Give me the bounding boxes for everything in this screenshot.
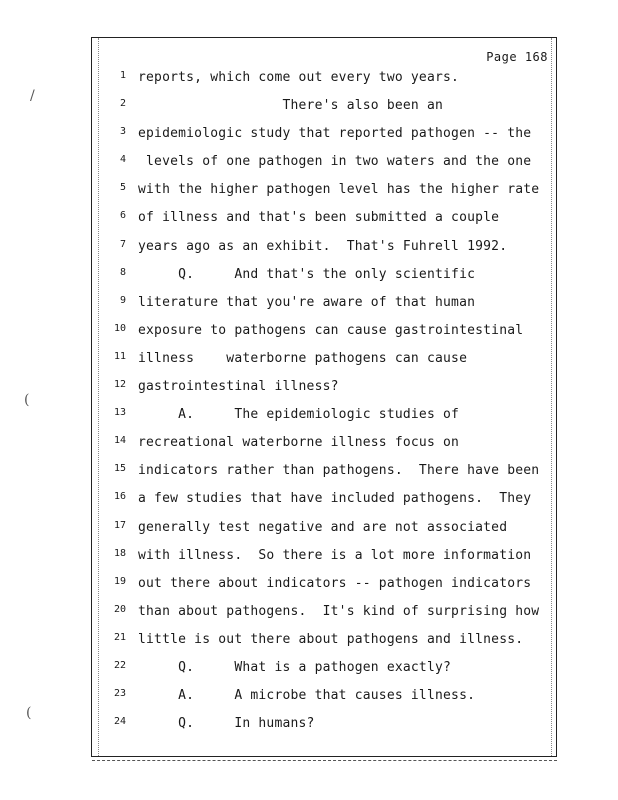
line-number: 17 [113, 519, 126, 531]
line-number: 15 [113, 463, 126, 475]
line-number: 5 [119, 182, 126, 194]
transcript-line: There's also been an [138, 98, 444, 114]
line-number-column [104, 69, 126, 743]
page-number: Page 168 [486, 50, 548, 64]
line-number: 21 [113, 631, 126, 643]
transcript-page [91, 37, 557, 757]
transcript-line: exposure to pathogens can cause gastrointestinal [138, 322, 524, 338]
line-number: 18 [113, 547, 126, 559]
transcript-line: A. A microbe that causes illness. [138, 688, 476, 704]
margin-paren-mark: ( [24, 392, 30, 408]
transcript-line: little is out there about pathogens and illness. [138, 631, 524, 647]
transcript-line: epidemiologic study that reported pathogen -- the [138, 126, 532, 142]
transcript-line: years ago as an exhibit. That's Fuhrell 1992. [138, 238, 508, 254]
transcript-line: Q. What is a pathogen exactly? [138, 659, 452, 675]
line-number: 10 [113, 322, 126, 334]
transcript-line: levels of one pathogen in two waters and the one [138, 154, 532, 170]
transcript-line: of illness and that's been submitted a couple [138, 210, 500, 226]
transcript-line: illness waterborne pathogens can cause [138, 350, 468, 366]
line-number: 11 [113, 350, 126, 362]
line-number: 13 [113, 407, 126, 419]
line-number: 9 [119, 294, 126, 306]
transcript-line: reports, which come out every two years. [138, 70, 460, 85]
bottom-footer-strip [92, 760, 557, 767]
line-number: 4 [119, 154, 126, 166]
line-number: 24 [113, 716, 126, 728]
transcript-line: with illness. So there is a lot more information [138, 547, 532, 563]
line-number: 2 [119, 98, 126, 110]
line-number: 20 [113, 603, 126, 615]
line-number: 8 [119, 266, 126, 278]
transcript-line: gastrointestinal illness? [138, 379, 339, 395]
line-number: 3 [119, 126, 126, 138]
transcript-line: than about pathogens. It's kind of surprising how [138, 603, 540, 619]
transcript-text [138, 70, 552, 744]
line-number: 16 [113, 491, 126, 503]
transcript-line: literature that you're aware of that human [138, 294, 476, 310]
line-number: 1 [119, 70, 126, 81]
line-number: 22 [113, 659, 126, 671]
line-number: 12 [113, 379, 126, 391]
transcript-line: with the higher pathogen level has the higher rate [138, 182, 540, 198]
transcript-line: recreational waterborne illness focus on [138, 435, 460, 451]
transcript-line: generally test negative and are not associated [138, 519, 508, 535]
margin-tick-mark: / [30, 88, 35, 104]
left-margin-rule [98, 38, 99, 756]
transcript-line: Q. And that's the only scientific [138, 266, 476, 282]
transcript-line: indicators rather than pathogens. There have been [138, 463, 540, 479]
line-number: 14 [113, 435, 126, 447]
line-number: 6 [119, 210, 126, 222]
transcript-line: a few studies that have included pathogens. They [138, 491, 532, 507]
line-number: 19 [113, 575, 126, 587]
transcript-line: Q. In humans? [138, 716, 315, 732]
margin-paren-mark: ( [26, 705, 32, 721]
line-number: 7 [119, 238, 126, 250]
transcript-line: A. The epidemiologic studies of [138, 407, 460, 423]
transcript-line: out there about indicators -- pathogen indicators [138, 575, 532, 591]
line-number: 23 [113, 688, 126, 700]
